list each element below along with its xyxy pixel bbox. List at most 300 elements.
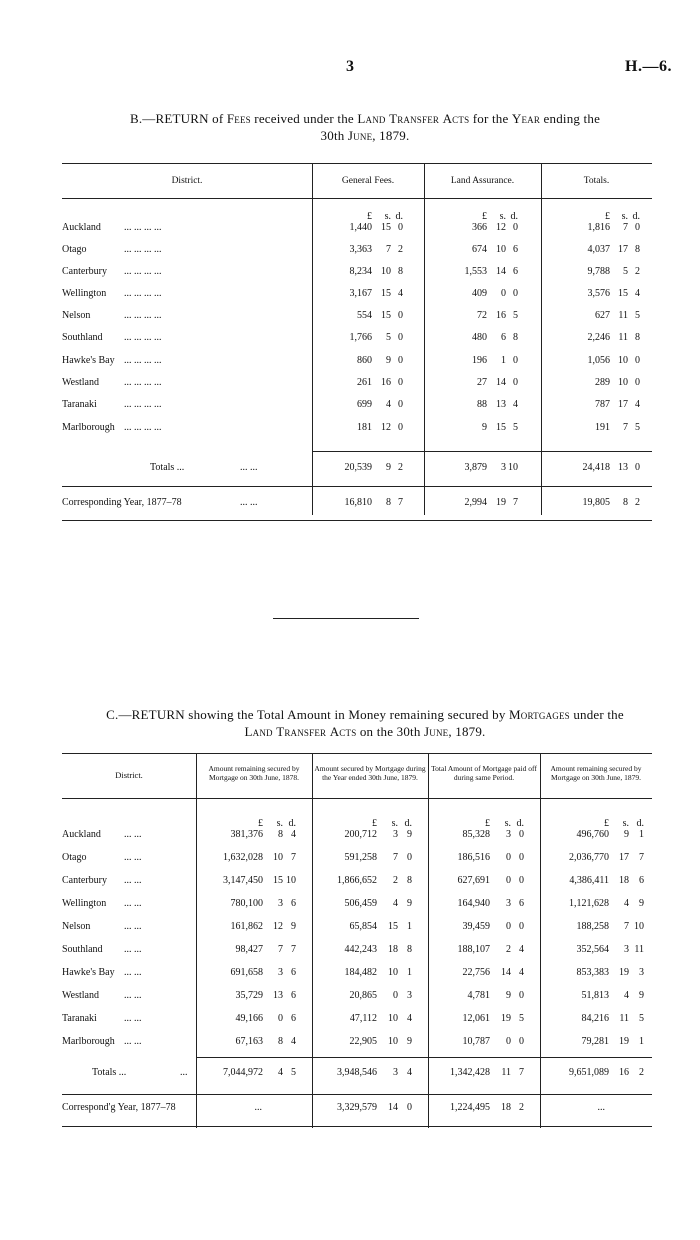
c-unit-d-col4: d. bbox=[636, 818, 644, 829]
mortgage-c3-pence: 4 bbox=[519, 967, 524, 978]
general-fees-pounds: 3,363 bbox=[349, 244, 372, 255]
b-unit-d-col1: d. bbox=[395, 211, 403, 222]
total-c2-shillings: 3 bbox=[393, 1067, 398, 1078]
district-name: Wellington bbox=[62, 898, 107, 909]
mortgage-c2-pence: 4 bbox=[407, 1013, 412, 1024]
land-assurance-shillings: 16 bbox=[496, 310, 506, 321]
row-total-pence: 4 bbox=[635, 399, 640, 410]
table-b-top-rule bbox=[62, 163, 652, 164]
land-assurance-pounds: 196 bbox=[472, 355, 487, 366]
land-assurance-pence: 0 bbox=[513, 355, 518, 366]
mortgage-c1-shillings: 0 bbox=[278, 1013, 283, 1024]
totals-label: Totals ... bbox=[92, 1067, 127, 1078]
land-assurance-shillings: 14 bbox=[496, 266, 506, 277]
mortgage-c4-pounds: 84,216 bbox=[581, 1013, 609, 1024]
district-name: Marlborough bbox=[62, 422, 115, 433]
general-fees-pence: 4 bbox=[398, 288, 403, 299]
mortgage-c2-pence: 1 bbox=[407, 921, 412, 932]
mortgage-c4-shillings: 19 bbox=[619, 967, 629, 978]
total-c4-pence: 2 bbox=[639, 1067, 644, 1078]
land-assurance-pounds: 88 bbox=[477, 399, 487, 410]
mortgage-c4-pence: 11 bbox=[634, 944, 644, 955]
grand-total-shillings: 13 bbox=[618, 462, 628, 473]
b-unit-l-col2: £ bbox=[482, 211, 487, 222]
leader-dots: ... ... ... ... bbox=[124, 422, 162, 433]
leader-dots: ... ... ... ... bbox=[124, 222, 162, 233]
table-b-pre-total-rule bbox=[312, 451, 652, 452]
mortgage-c3-pounds: 12,061 bbox=[462, 1013, 490, 1024]
district-name: Southland bbox=[62, 332, 103, 343]
leader-dots: ... ... bbox=[124, 967, 142, 978]
leader-dots: ... ... bbox=[124, 1036, 142, 1047]
section-separator bbox=[273, 618, 419, 619]
land-assurance-pence: 6 bbox=[513, 266, 518, 277]
prev-c3-pence: 2 bbox=[519, 1102, 524, 1113]
mortgage-c2-pence: 9 bbox=[407, 898, 412, 909]
row-total-shillings: 17 bbox=[618, 244, 628, 255]
district-name: Nelson bbox=[62, 310, 91, 321]
mortgage-c3-pence: 0 bbox=[519, 875, 524, 886]
mortgage-c3-shillings: 9 bbox=[506, 990, 511, 1001]
district-name: Hawke's Bay bbox=[62, 967, 115, 978]
sheet-code: H.—6. bbox=[625, 58, 672, 75]
leader-dots: ... ... bbox=[124, 990, 142, 1001]
land-assurance-pence: 4 bbox=[513, 399, 518, 410]
leader-dots: ... ... ... ... bbox=[124, 332, 162, 343]
mortgage-c3-pounds: 186,516 bbox=[457, 852, 490, 863]
land-assurance-pence: 5 bbox=[513, 310, 518, 321]
mortgage-c1-pence: 6 bbox=[291, 967, 296, 978]
general-fees-shillings: 15 bbox=[381, 310, 391, 321]
mortgage-c4-pence: 9 bbox=[639, 898, 644, 909]
mortgage-c3-shillings: 0 bbox=[506, 921, 511, 932]
row-total-pounds: 3,576 bbox=[587, 288, 610, 299]
mortgage-c4-pence: 9 bbox=[639, 990, 644, 1001]
leader-dots: ... ... bbox=[124, 944, 142, 955]
total-c3-pence: 7 bbox=[519, 1067, 524, 1078]
mortgage-c4-pounds: 188,258 bbox=[576, 921, 609, 932]
land-assurance-shillings: 10 bbox=[496, 244, 506, 255]
row-total-pence: 8 bbox=[635, 244, 640, 255]
row-total-shillings: 7 bbox=[623, 422, 628, 433]
leader-dots: ... ... bbox=[124, 921, 142, 932]
table-b-header-land: Land Assurance. bbox=[450, 176, 515, 186]
row-total-pounds: 289 bbox=[595, 377, 610, 388]
district-name: Otago bbox=[62, 244, 87, 255]
b-unit-d-col3: d. bbox=[632, 211, 640, 222]
land-assurance-shillings: 13 bbox=[496, 399, 506, 410]
land-assurance-shillings: 15 bbox=[496, 422, 506, 433]
mortgage-c2-pounds: 200,712 bbox=[344, 829, 377, 840]
table-b-title-line1: B.—RETURN of Fees received under the Land Transfer Acts for the Year ending the bbox=[129, 111, 601, 126]
b-unit-l-col1: £ bbox=[367, 211, 372, 222]
b-unit-d-col2: d. bbox=[510, 211, 518, 222]
mortgage-c3-shillings: 0 bbox=[506, 852, 511, 863]
prev-total-pence: 2 bbox=[635, 497, 640, 508]
table-c-top-rule bbox=[62, 753, 652, 754]
mortgage-c2-shillings: 7 bbox=[393, 852, 398, 863]
general-fees-pence: 0 bbox=[398, 377, 403, 388]
total-general-fees-pence: 2 bbox=[398, 462, 403, 473]
row-total-pounds: 4,037 bbox=[587, 244, 610, 255]
mortgage-c1-pounds: 1,632,028 bbox=[223, 852, 263, 863]
row-total-pounds: 1,056 bbox=[587, 355, 610, 366]
row-total-pounds: 191 bbox=[595, 422, 610, 433]
mortgage-c2-pounds: 442,243 bbox=[344, 944, 377, 955]
mortgage-c2-pounds: 65,854 bbox=[349, 921, 377, 932]
mortgage-c4-pounds: 4,386,411 bbox=[569, 875, 609, 886]
mortgage-c4-pence: 10 bbox=[634, 921, 644, 932]
table-b-title-line2: 30th June, 1879. bbox=[320, 128, 410, 143]
prev-c3-pounds: 1,224,495 bbox=[450, 1102, 490, 1113]
row-total-pounds: 2,246 bbox=[587, 332, 610, 343]
mortgage-c4-pence: 1 bbox=[639, 829, 644, 840]
mortgage-c1-pounds: 780,100 bbox=[230, 898, 263, 909]
general-fees-pounds: 1,766 bbox=[349, 332, 372, 343]
mortgage-c3-pounds: 164,940 bbox=[457, 898, 490, 909]
mortgage-c2-shillings: 10 bbox=[388, 1013, 398, 1024]
mortgage-c4-pounds: 853,383 bbox=[576, 967, 609, 978]
mortgage-c3-shillings: 3 bbox=[506, 898, 511, 909]
mortgage-c3-pounds: 4,781 bbox=[467, 990, 490, 1001]
c-unit-l-col2: £ bbox=[372, 818, 377, 829]
prev-c2-shillings: 14 bbox=[388, 1102, 398, 1113]
mortgage-c2-pounds: 20,865 bbox=[349, 990, 377, 1001]
mortgage-c4-shillings: 11 bbox=[619, 1013, 629, 1024]
mortgage-c2-pence: 0 bbox=[407, 852, 412, 863]
total-general-fees-pounds: 20,539 bbox=[344, 462, 372, 473]
total-c2-pence: 4 bbox=[407, 1067, 412, 1078]
prev-c2-pounds: 3,329,579 bbox=[337, 1102, 377, 1113]
mortgage-c4-pounds: 496,760 bbox=[576, 829, 609, 840]
table-c-title-line1: C.—RETURN showing the Total Amount in Money remaining secured by Mortgages under the bbox=[106, 707, 624, 722]
leader-dots: ... ... ... ... bbox=[124, 266, 162, 277]
prev-total-pounds: 19,805 bbox=[582, 497, 610, 508]
grand-total-pounds: 24,418 bbox=[582, 462, 610, 473]
prev-c3-shillings: 18 bbox=[501, 1102, 511, 1113]
leader-dots: ... ... bbox=[124, 829, 142, 840]
row-total-shillings: 11 bbox=[618, 310, 628, 321]
mortgage-c1-pounds: 381,376 bbox=[230, 829, 263, 840]
land-assurance-pence: 0 bbox=[513, 222, 518, 233]
general-fees-pounds: 261 bbox=[357, 377, 372, 388]
district-name: Westland bbox=[62, 990, 99, 1001]
mortgage-c2-shillings: 3 bbox=[393, 829, 398, 840]
c-unit-d-col1: d. bbox=[288, 818, 296, 829]
grand-total-pence: 0 bbox=[635, 462, 640, 473]
leader-dots: ... ... ... ... bbox=[124, 244, 162, 255]
district-name: Marlborough bbox=[62, 1036, 115, 1047]
c-unit-l-col1: £ bbox=[258, 818, 263, 829]
general-fees-shillings: 10 bbox=[381, 266, 391, 277]
district-name: Westland bbox=[62, 377, 99, 388]
mortgage-c2-shillings: 15 bbox=[388, 921, 398, 932]
mortgage-c1-shillings: 12 bbox=[273, 921, 283, 932]
land-assurance-shillings: 12 bbox=[496, 222, 506, 233]
mortgage-c3-pence: 0 bbox=[519, 921, 524, 932]
table-c-header-col3: Total Amount of Mortgage paid off during same Period. bbox=[431, 764, 537, 782]
general-fees-pounds: 181 bbox=[357, 422, 372, 433]
mortgage-c3-pounds: 188,107 bbox=[457, 944, 490, 955]
mortgage-c1-pence: 10 bbox=[286, 875, 296, 886]
general-fees-pence: 0 bbox=[398, 332, 403, 343]
leader-dots: ... ... bbox=[124, 1013, 142, 1024]
leader-dots: ... ... bbox=[124, 875, 142, 886]
row-total-pence: 0 bbox=[635, 355, 640, 366]
row-total-pence: 0 bbox=[635, 222, 640, 233]
table-b-header-rule bbox=[62, 198, 652, 199]
table-c-pre-total-rule bbox=[196, 1057, 652, 1058]
mortgage-c2-shillings: 4 bbox=[393, 898, 398, 909]
district-name: Otago bbox=[62, 852, 87, 863]
total-c4-pounds: 9,651,089 bbox=[569, 1067, 609, 1078]
district-name: Auckland bbox=[62, 222, 101, 233]
table-c-header-rule bbox=[62, 798, 652, 799]
c-unit-d-col3: d. bbox=[516, 818, 524, 829]
mortgage-c4-pounds: 352,564 bbox=[576, 944, 609, 955]
mortgage-c1-shillings: 3 bbox=[278, 898, 283, 909]
table-c-title-line2: Land Transfer Acts on the 30th June, 1879. bbox=[244, 724, 486, 739]
row-total-shillings: 10 bbox=[618, 377, 628, 388]
table-b-bottom-rule bbox=[62, 520, 652, 521]
mortgage-c4-pounds: 1,121,628 bbox=[569, 898, 609, 909]
mortgage-c4-pounds: 79,281 bbox=[581, 1036, 609, 1047]
district-name: Taranaki bbox=[62, 399, 97, 410]
mortgage-c1-pounds: 67,163 bbox=[235, 1036, 263, 1047]
mortgage-c1-shillings: 8 bbox=[278, 829, 283, 840]
row-total-shillings: 11 bbox=[618, 332, 628, 343]
general-fees-pounds: 699 bbox=[357, 399, 372, 410]
general-fees-pence: 0 bbox=[398, 310, 403, 321]
table-c-header-district: District. bbox=[115, 770, 143, 780]
prev-land-assurance-shillings: 19 bbox=[496, 497, 506, 508]
page-number: 3 bbox=[346, 58, 354, 75]
mortgage-c4-pounds: 51,813 bbox=[581, 990, 609, 1001]
table-c-pre-corresponding-rule bbox=[62, 1094, 652, 1095]
b-unit-s-col2: s. bbox=[499, 211, 506, 222]
leader-dots: ... ... bbox=[124, 898, 142, 909]
mortgage-c1-shillings: 8 bbox=[278, 1036, 283, 1047]
land-assurance-pounds: 480 bbox=[472, 332, 487, 343]
total-c1-pounds: 7,044,972 bbox=[223, 1067, 263, 1078]
row-total-pounds: 9,788 bbox=[587, 266, 610, 277]
mortgage-c4-shillings: 19 bbox=[619, 1036, 629, 1047]
mortgage-c2-pence: 9 bbox=[407, 829, 412, 840]
mortgage-c2-pounds: 47,112 bbox=[349, 1013, 377, 1024]
b-unit-s-col1: s. bbox=[384, 211, 391, 222]
general-fees-shillings: 9 bbox=[386, 355, 391, 366]
mortgage-c4-pounds: 2,036,770 bbox=[569, 852, 609, 863]
c-unit-s-col3: s. bbox=[504, 818, 511, 829]
land-assurance-shillings: 0 bbox=[501, 288, 506, 299]
mortgage-c1-pounds: 3,147,450 bbox=[223, 875, 263, 886]
land-assurance-pounds: 72 bbox=[477, 310, 487, 321]
mortgage-c3-shillings: 3 bbox=[506, 829, 511, 840]
table-b-header-district: District. bbox=[171, 176, 203, 186]
land-assurance-pounds: 366 bbox=[472, 222, 487, 233]
general-fees-shillings: 7 bbox=[386, 244, 391, 255]
prev-general-fees-pounds: 16,810 bbox=[344, 497, 372, 508]
mortgage-c2-shillings: 2 bbox=[393, 875, 398, 886]
total-c2-pounds: 3,948,546 bbox=[337, 1067, 377, 1078]
mortgage-c4-pence: 1 bbox=[639, 1036, 644, 1047]
row-total-pounds: 1,816 bbox=[587, 222, 610, 233]
c-unit-s-col4: s. bbox=[622, 818, 629, 829]
leader-dots: ... ... ... ... bbox=[124, 288, 162, 299]
table-c-header-col1: Amount remaining secured by Mortgage on 30th June, 1878. bbox=[208, 764, 300, 782]
district-name: Southland bbox=[62, 944, 103, 955]
mortgage-c3-shillings: 0 bbox=[506, 1036, 511, 1047]
mortgage-c1-shillings: 10 bbox=[273, 852, 283, 863]
district-name: Taranaki bbox=[62, 1013, 97, 1024]
mortgage-c1-pounds: 691,658 bbox=[230, 967, 263, 978]
row-total-pence: 4 bbox=[635, 288, 640, 299]
row-total-pounds: 787 bbox=[595, 399, 610, 410]
table-c-title bbox=[55, 706, 675, 740]
leader-dots: ... ... ... ... bbox=[124, 377, 162, 388]
mortgage-c4-pence: 6 bbox=[639, 875, 644, 886]
c-unit-l-col3: £ bbox=[485, 818, 490, 829]
mortgage-c3-pence: 0 bbox=[519, 990, 524, 1001]
general-fees-pounds: 860 bbox=[357, 355, 372, 366]
land-assurance-pence: 0 bbox=[513, 288, 518, 299]
mortgage-c4-shillings: 17 bbox=[619, 852, 629, 863]
mortgage-c2-pounds: 184,482 bbox=[344, 967, 377, 978]
b-unit-s-col3: s. bbox=[621, 211, 628, 222]
general-fees-shillings: 15 bbox=[381, 288, 391, 299]
c-unit-d-col2: d. bbox=[404, 818, 412, 829]
prev-land-assurance-pence: 7 bbox=[513, 497, 518, 508]
mortgage-c4-shillings: 7 bbox=[624, 921, 629, 932]
mortgage-c1-pounds: 161,862 bbox=[230, 921, 263, 932]
land-assurance-shillings: 6 bbox=[501, 332, 506, 343]
mortgage-c1-shillings: 15 bbox=[273, 875, 283, 886]
total-c3-pounds: 1,342,428 bbox=[450, 1067, 490, 1078]
prev-c2-pence: 0 bbox=[407, 1102, 412, 1113]
row-total-shillings: 5 bbox=[623, 266, 628, 277]
mortgage-c1-shillings: 3 bbox=[278, 967, 283, 978]
mortgage-c2-pounds: 591,258 bbox=[344, 852, 377, 863]
land-assurance-pence: 0 bbox=[513, 377, 518, 388]
mortgage-c1-shillings: 7 bbox=[278, 944, 283, 955]
general-fees-shillings: 4 bbox=[386, 399, 391, 410]
mortgage-c3-pence: 4 bbox=[519, 944, 524, 955]
general-fees-pounds: 554 bbox=[357, 310, 372, 321]
mortgage-c2-shillings: 10 bbox=[388, 967, 398, 978]
mortgage-c4-shillings: 9 bbox=[624, 829, 629, 840]
prev-land-assurance-pounds: 2,994 bbox=[464, 497, 487, 508]
total-c4-shillings: 16 bbox=[619, 1067, 629, 1078]
mortgage-c1-shillings: 13 bbox=[273, 990, 283, 1001]
table-b-header-totals: Totals. bbox=[583, 176, 610, 186]
mortgage-c1-pence: 4 bbox=[291, 1036, 296, 1047]
total-c1-pence: 5 bbox=[291, 1067, 296, 1078]
mortgage-c1-pence: 7 bbox=[291, 852, 296, 863]
district-name: Canterbury bbox=[62, 875, 107, 886]
mortgage-c2-shillings: 18 bbox=[388, 944, 398, 955]
mortgage-c3-pounds: 22,756 bbox=[462, 967, 490, 978]
district-name: Wellington bbox=[62, 288, 107, 299]
leader-dots: ... ... ... ... bbox=[124, 355, 162, 366]
general-fees-shillings: 16 bbox=[381, 377, 391, 388]
mortgage-c2-pence: 9 bbox=[407, 1036, 412, 1047]
mortgage-c1-pence: 4 bbox=[291, 829, 296, 840]
general-fees-shillings: 12 bbox=[381, 422, 391, 433]
total-land-assurance-pounds: 3,879 bbox=[464, 462, 487, 473]
totals-label: Totals ... bbox=[150, 462, 185, 473]
leader-dots: ... ... ... ... bbox=[124, 399, 162, 410]
leader-dots: ... ... bbox=[124, 852, 142, 863]
mortgage-c1-pounds: 98,427 bbox=[235, 944, 263, 955]
row-total-pounds: 627 bbox=[595, 310, 610, 321]
table-c-header-col4: Amount remaining secured by Mortgage on 30th June, 1879. bbox=[550, 764, 642, 782]
row-total-pence: 8 bbox=[635, 332, 640, 343]
mortgage-c2-pence: 3 bbox=[407, 990, 412, 1001]
land-assurance-pence: 6 bbox=[513, 244, 518, 255]
mortgage-c4-shillings: 3 bbox=[624, 944, 629, 955]
b-unit-l-col3: £ bbox=[605, 211, 610, 222]
mortgage-c2-shillings: 0 bbox=[393, 990, 398, 1001]
land-assurance-pounds: 1,553 bbox=[464, 266, 487, 277]
mortgage-c1-pence: 6 bbox=[291, 990, 296, 1001]
mortgage-c2-pounds: 22,905 bbox=[349, 1036, 377, 1047]
mortgage-c1-pence: 6 bbox=[291, 898, 296, 909]
table-c-header-col2: Amount secured by Mortgage during the Year ended 30th June, 1879. bbox=[314, 764, 426, 782]
prev-c1-dots: ... bbox=[254, 1102, 262, 1113]
mortgage-c2-pence: 8 bbox=[407, 944, 412, 955]
row-total-shillings: 7 bbox=[623, 222, 628, 233]
corresponding-year-label: Corresponding Year, 1877–78 bbox=[62, 497, 182, 508]
land-assurance-shillings: 14 bbox=[496, 377, 506, 388]
prev-general-fees-pence: 7 bbox=[398, 497, 403, 508]
district-name: Nelson bbox=[62, 921, 91, 932]
table-b-title bbox=[60, 110, 670, 144]
mortgage-c1-pence: 9 bbox=[291, 921, 296, 932]
row-total-pence: 0 bbox=[635, 377, 640, 388]
leader-dots: ... bbox=[180, 1067, 188, 1078]
mortgage-c3-pounds: 627,691 bbox=[457, 875, 490, 886]
total-general-fees-shillings: 9 bbox=[386, 462, 391, 473]
mortgage-c3-shillings: 0 bbox=[506, 875, 511, 886]
general-fees-shillings: 5 bbox=[386, 332, 391, 343]
general-fees-pence: 0 bbox=[398, 222, 403, 233]
mortgage-c2-shillings: 10 bbox=[388, 1036, 398, 1047]
general-fees-pounds: 8,234 bbox=[349, 266, 372, 277]
general-fees-pence: 8 bbox=[398, 266, 403, 277]
land-assurance-pounds: 9 bbox=[482, 422, 487, 433]
table-b-pre-corresponding-rule bbox=[62, 486, 652, 487]
table-b-header-general: General Fees. bbox=[341, 176, 395, 186]
leader-dots: ... ... ... ... bbox=[124, 310, 162, 321]
district-name: Auckland bbox=[62, 829, 101, 840]
prev-c4-dots: ... bbox=[597, 1102, 605, 1113]
general-fees-pence: 0 bbox=[398, 422, 403, 433]
land-assurance-pounds: 674 bbox=[472, 244, 487, 255]
land-assurance-pence: 5 bbox=[513, 422, 518, 433]
mortgage-c4-pence: 5 bbox=[639, 1013, 644, 1024]
general-fees-pence: 2 bbox=[398, 244, 403, 255]
mortgage-c4-shillings: 18 bbox=[619, 875, 629, 886]
mortgage-c2-pence: 1 bbox=[407, 967, 412, 978]
row-total-pence: 2 bbox=[635, 266, 640, 277]
prev-total-shillings: 8 bbox=[623, 497, 628, 508]
land-assurance-shillings: 1 bbox=[501, 355, 506, 366]
mortgage-c3-shillings: 14 bbox=[501, 967, 511, 978]
general-fees-pounds: 1,440 bbox=[349, 222, 372, 233]
mortgage-c3-pence: 0 bbox=[519, 852, 524, 863]
c-unit-s-col2: s. bbox=[391, 818, 398, 829]
row-total-shillings: 10 bbox=[618, 355, 628, 366]
